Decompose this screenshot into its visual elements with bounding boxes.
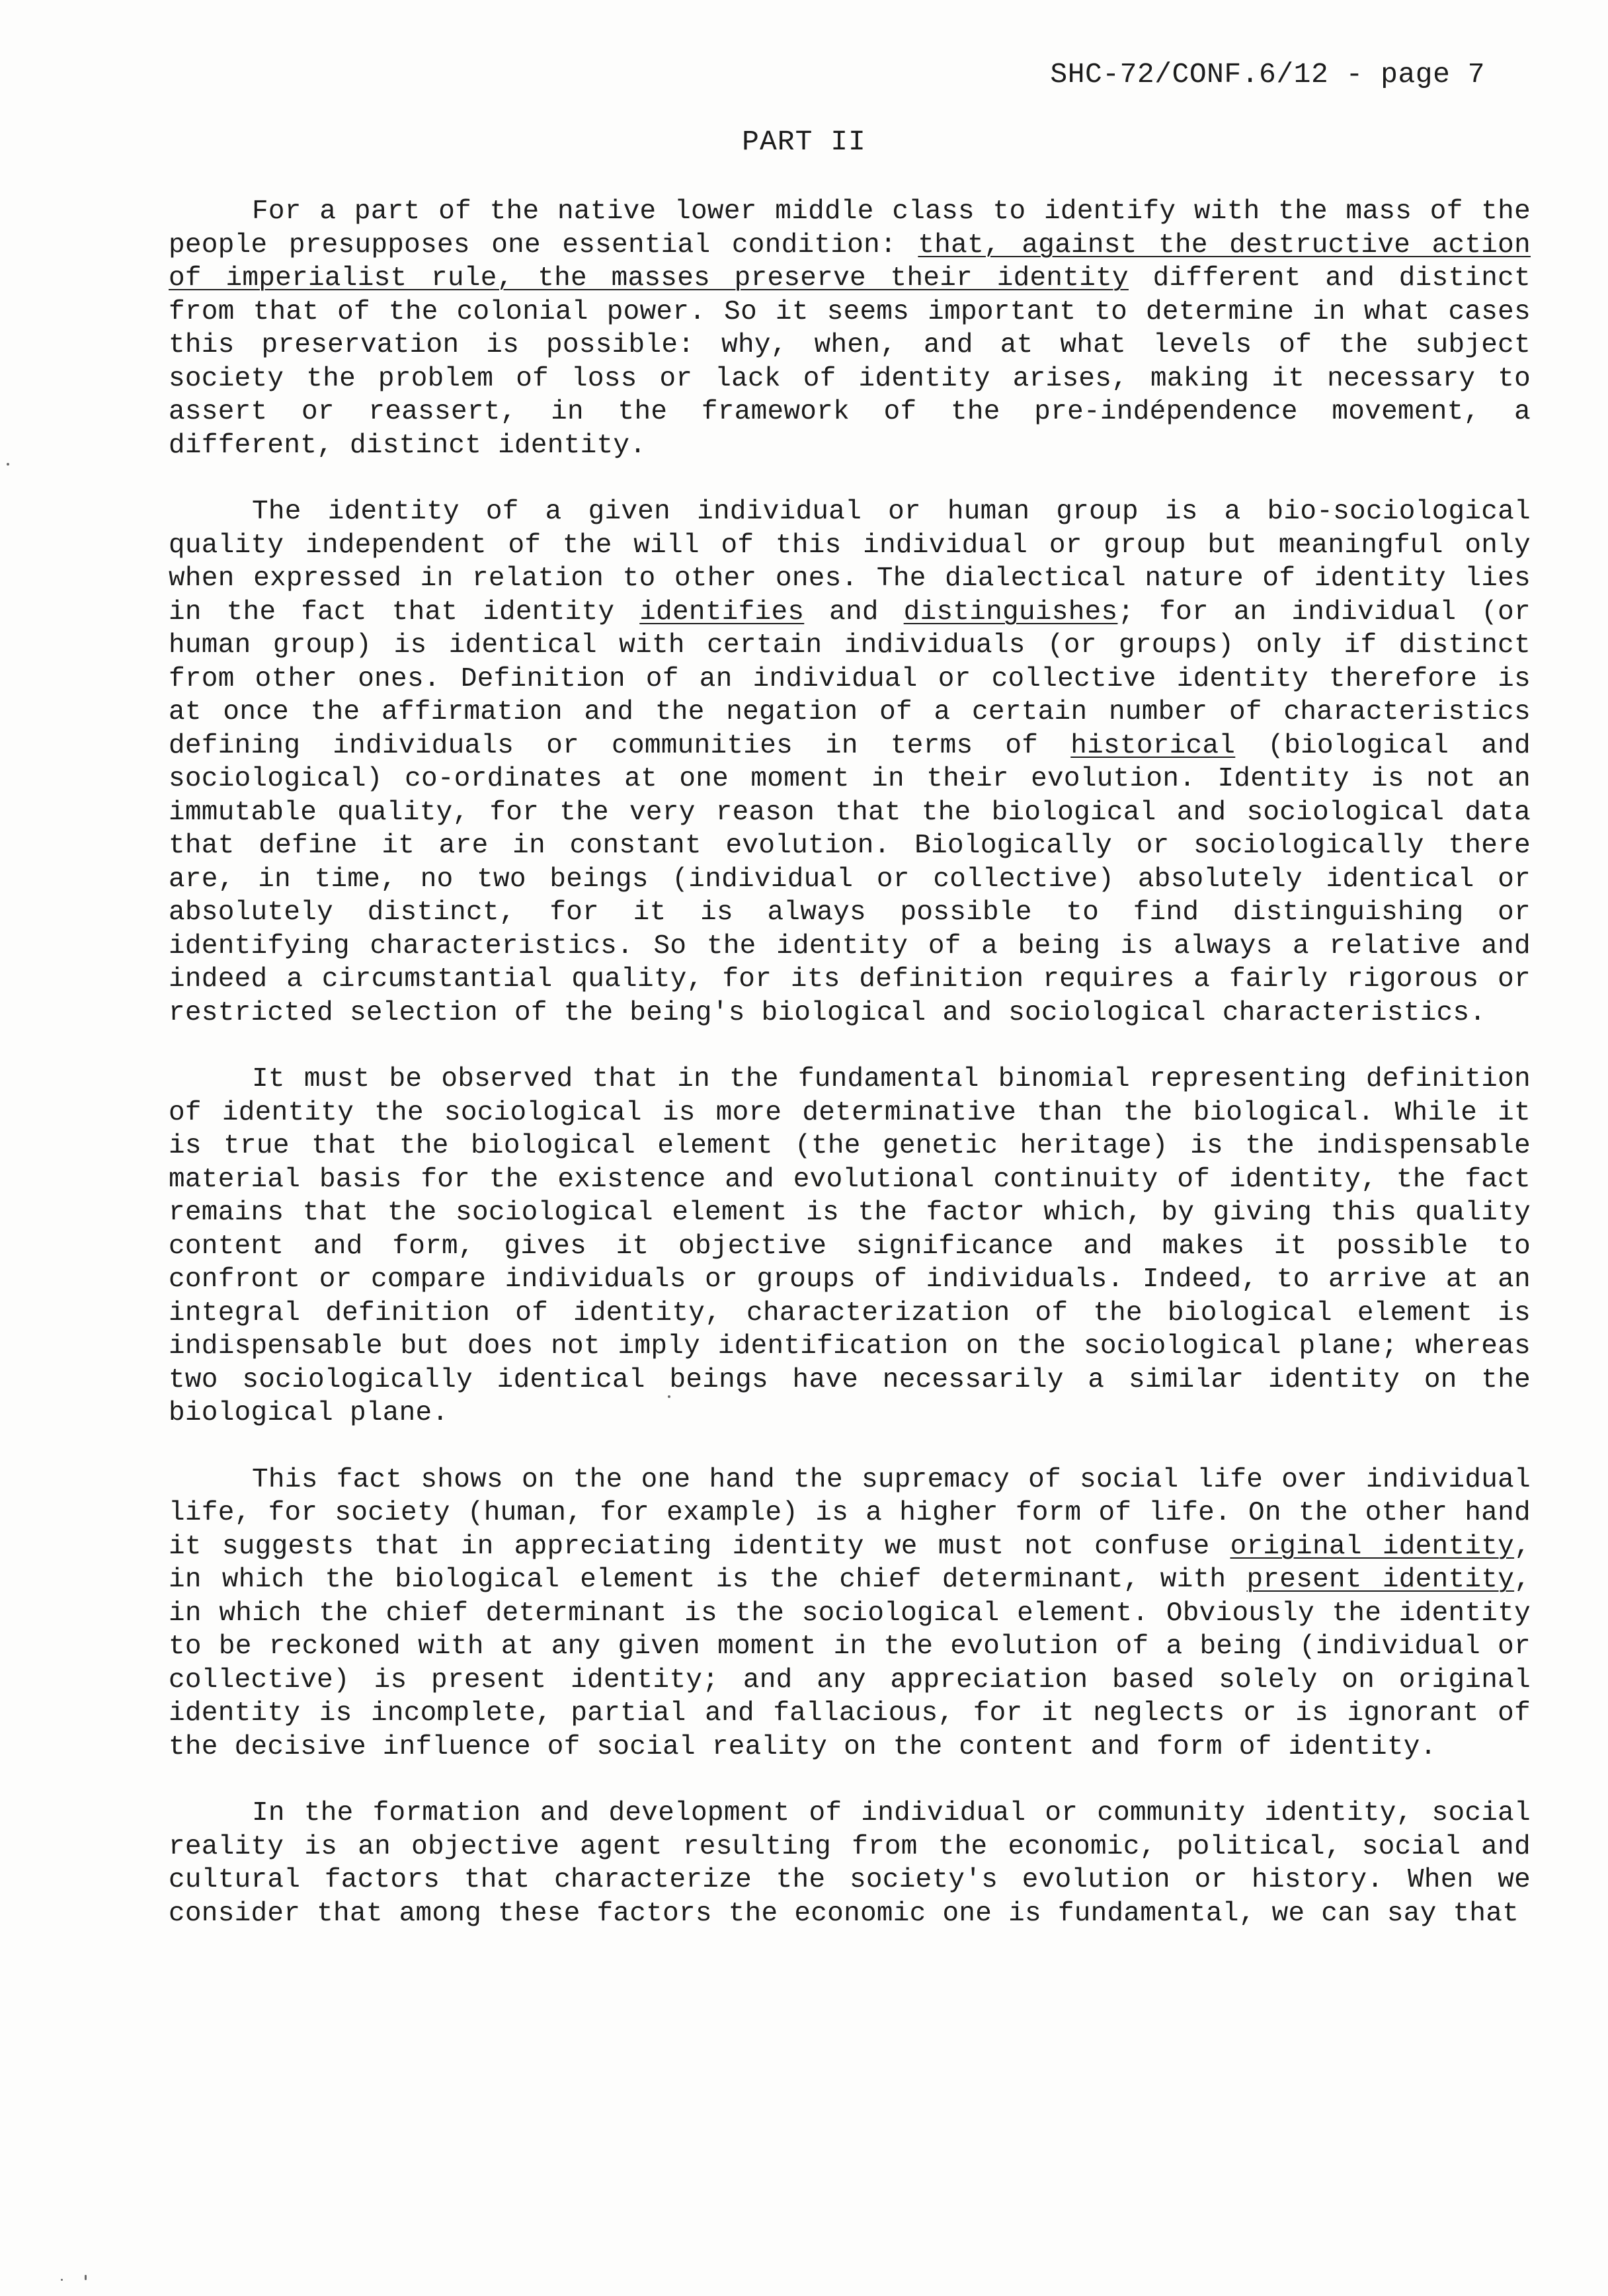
underlined-phrase: that, against the destructive action of imperialist rule, the masses preserve their identity	[169, 229, 1531, 294]
underlined-phrase: present identity	[1246, 1565, 1515, 1595]
underlined-word: historical	[1070, 730, 1236, 761]
underlined-phrase: original identity	[1230, 1531, 1515, 1562]
scan-speck	[668, 1395, 670, 1398]
paragraph-5	[169, 1797, 1531, 1930]
part-title: PART II	[742, 126, 866, 158]
scan-speck	[7, 463, 9, 466]
text-segment: The identity of a given individual or human group is a bio-sociological quality independent of the will of this individual or group but meaningful only when expressed in relation to other ones. The dialectical nature of identity lies in the fact that identity	[169, 497, 1531, 628]
underlined-word: distinguishes	[903, 596, 1118, 628]
paragraph-1	[169, 195, 1531, 462]
text-segment: ; for an individual (or human group) is identical with certain individuals (or groups) only if distinct from other ones. Definition of an individual or collective identity therefore is at once the affirmation and the negation of a certain number of characteristics defining individuals or communities in terms of	[169, 596, 1531, 761]
scan-speck	[61, 2279, 63, 2281]
underlined-word: identifies	[639, 596, 805, 628]
text-segment: , in which the biological element is the chief determinant, with	[169, 1531, 1531, 1595]
text-segment: This fact shows on the one hand the supremacy of social life over individual life, for society (human, for example) is a higher form of life. On the other hand it suggests that in appreciating identity we must not confuse	[169, 1464, 1531, 1562]
text-segment: In the formation and development of individual or community identity, social reality is an objective agent resulting from the economic, political, social and cultural factors that characterize the society's evolution or history. When we consider that among these factors the economic one is fundamental, we can say that	[169, 1798, 1531, 1929]
document-reference-header: SHC-72/CONF.6/12 - page 7	[1050, 58, 1485, 91]
text-segment: , in which the chief determinant is the sociological element. Obviously the identity to be reckoned with at any given moment in the evolution of a being (individual or collective) is present identity; and any appreciation based solely on original identity is incomplete, partial and fallacious, for it neglects or is ignorant of the decisive influence of social reality on the content and form of identity.	[169, 1565, 1531, 1762]
document-body	[169, 195, 1531, 1930]
paragraph-2	[169, 495, 1531, 1030]
text-segment: different and distinct from that of the colonial power. So it seems important to determine in what cases this preservation is possible: why, when, and at what levels of the subject society the problem of loss or lack of identity arises, making it necessary to assert or reassert, in the framework of the pre-indépendence movement, a different, distinct identity.	[169, 263, 1531, 461]
paragraph-3	[169, 1063, 1531, 1430]
text-segment: For a part of the native lower middle class to identify with the mass of the people presupposes one essential condition:	[169, 196, 1531, 261]
scan-speck	[85, 2275, 87, 2280]
text-segment: (biological and sociological) co-ordinates at one moment in their evolution. Identity is not an immutable quality, for the very reason that the biological and sociological data that define it are in constant evolution. Biologically or sociologically there are, in time, no two beings (individual or collective) absolutely identical or absolutely distinct, for it is always possible to find distinguishing or identifying characteristics. So the identity of a being is always a relative and indeed a circumstantial quality, for its definition requires a fairly rigorous or restricted selection of the being's biological and sociological characteristics.	[169, 730, 1531, 1028]
text-segment: and	[804, 596, 904, 628]
paragraph-4	[169, 1463, 1531, 1764]
text-segment: It must be observed that in the fundamental binomial representing definition of identity the sociological is more determinative than the biological. While it is true that the biological element (the genetic heritage) is the indispensable material basis for the existence and evolutional continuity of identity, the fact remains that the sociological element is the factor which, by giving this quality content and form, gives it objective significance and makes it possible to confront or compare individuals or groups of individuals. Indeed, to arrive at an integral definition of identity, characterization of the biological element is indispensable but does not imply identification on the sociological plane; whereas two sociologically identical beings have necessarily a similar identity on the biological plane.	[169, 1064, 1531, 1428]
